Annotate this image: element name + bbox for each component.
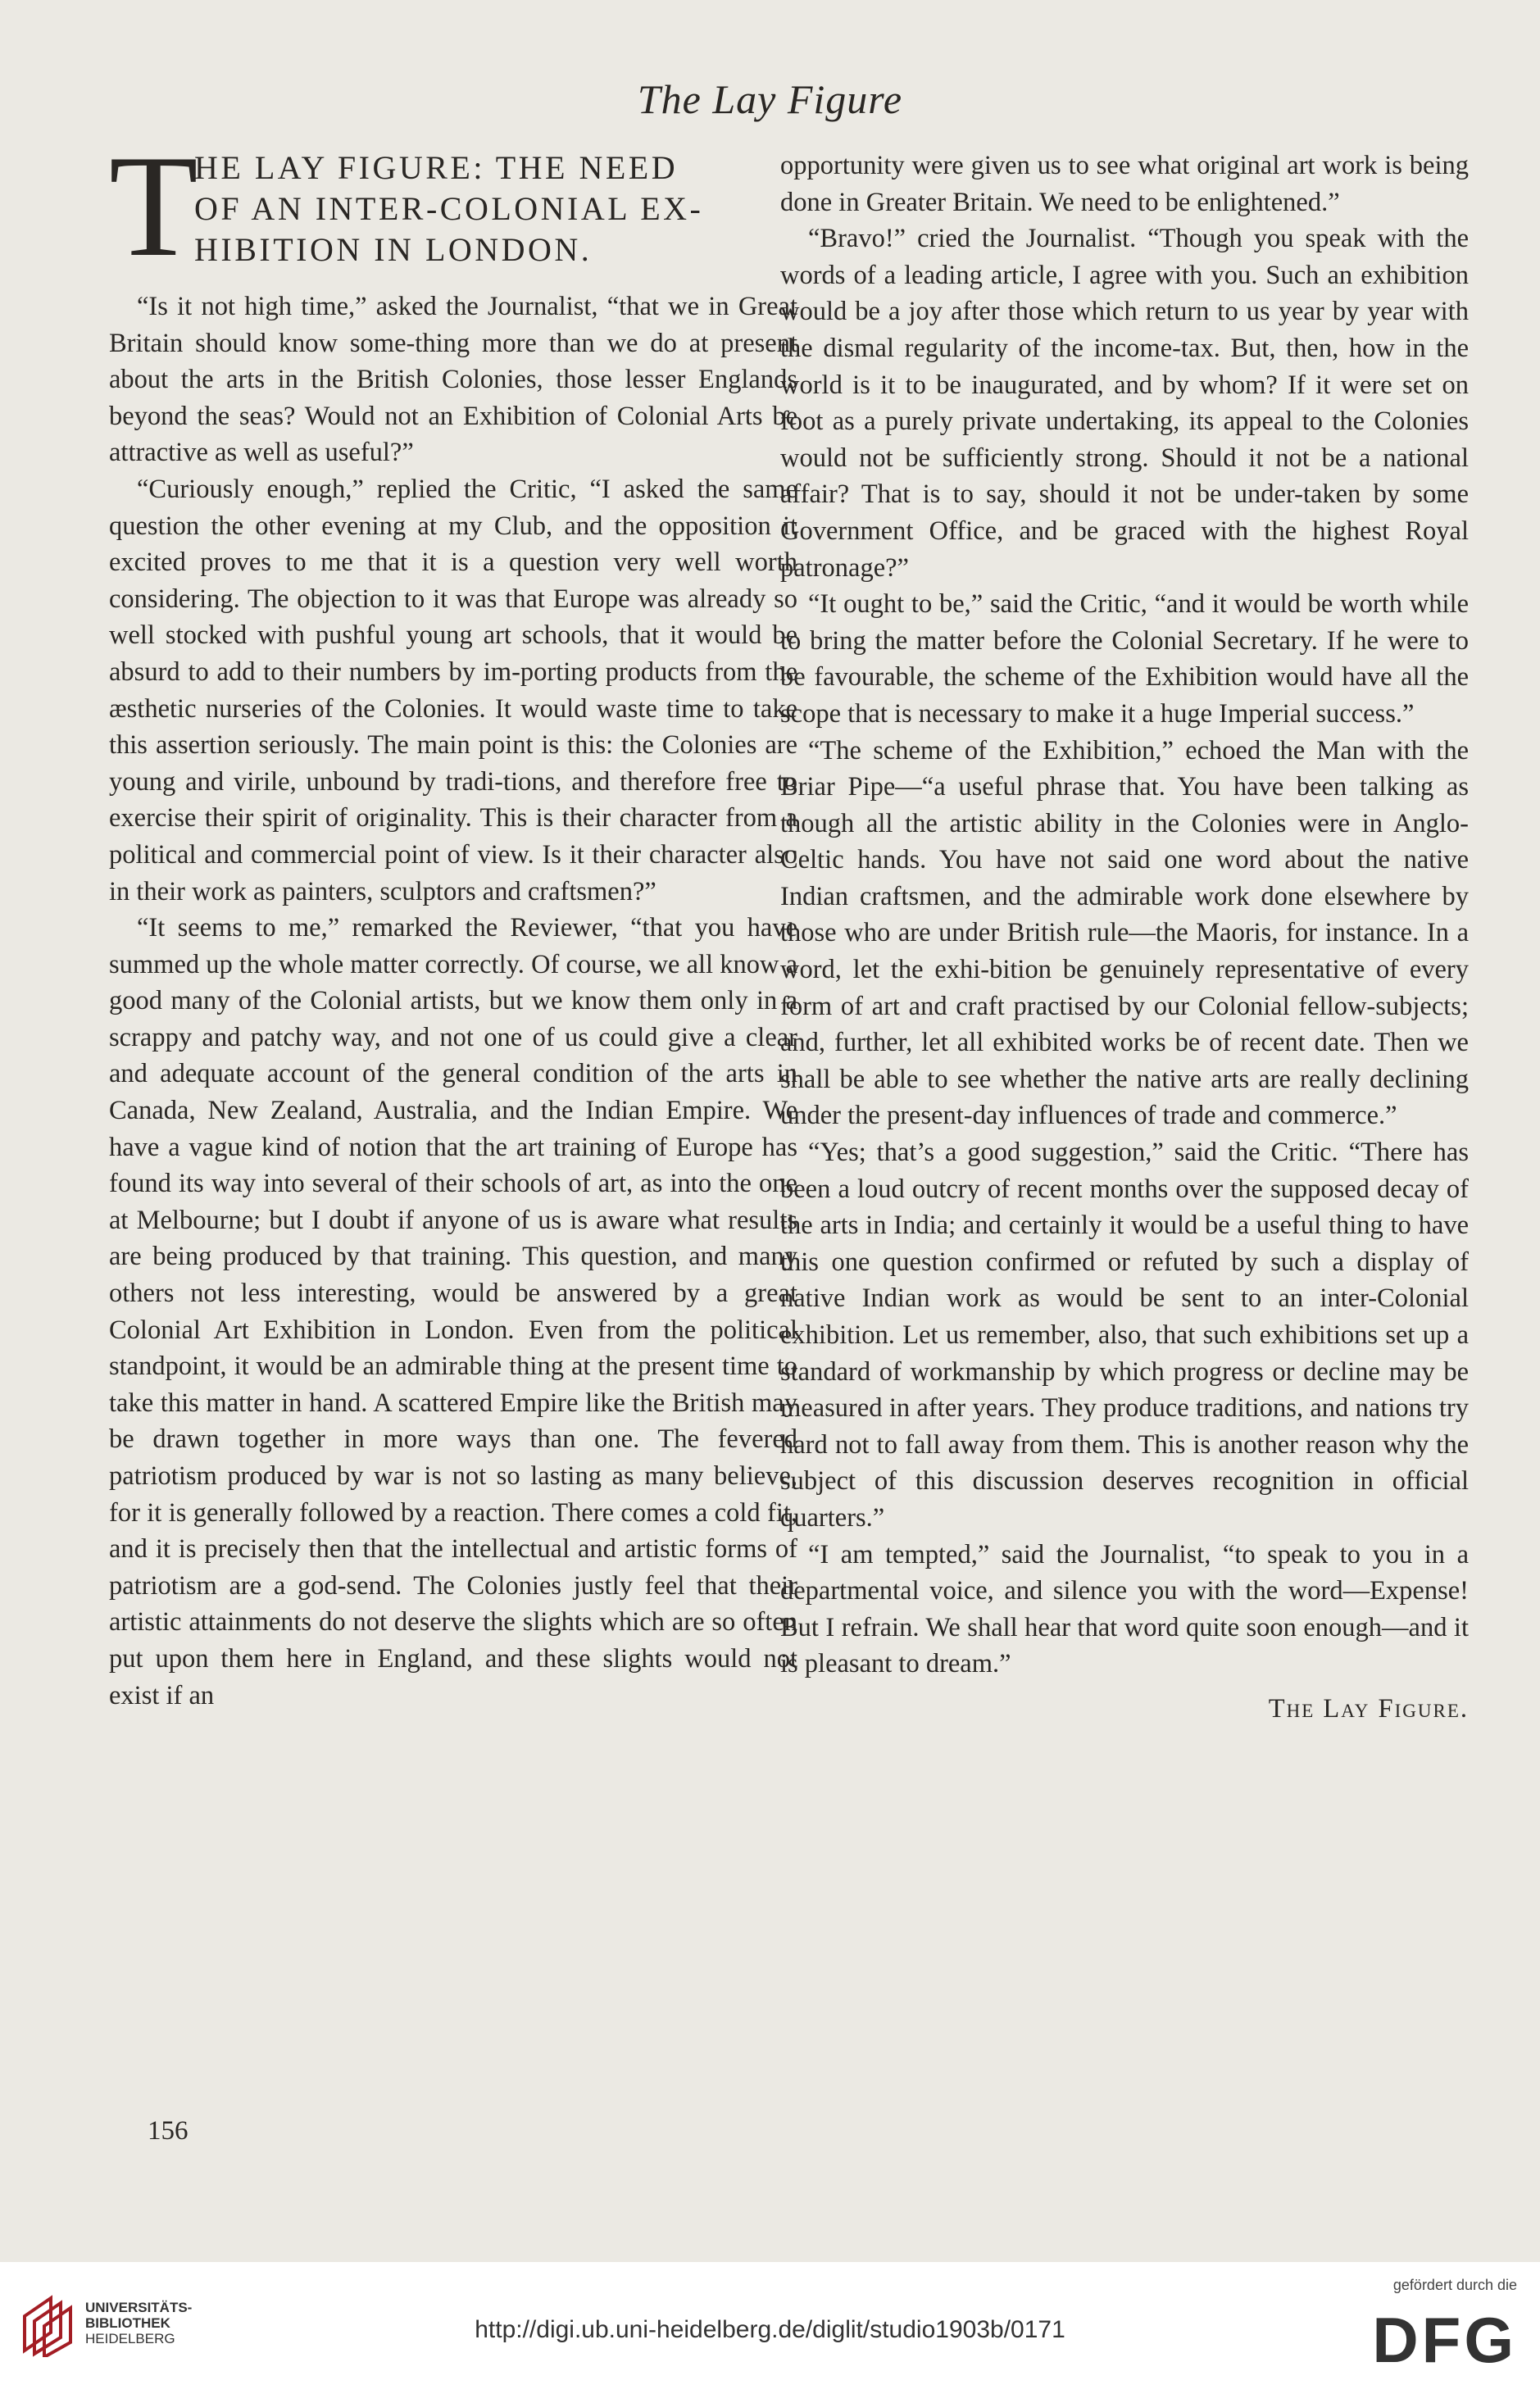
left-column	[109, 125, 797, 1714]
dfg-logo: DFG	[1372, 2304, 1517, 2376]
signature: The Lay Figure.	[1268, 1693, 1469, 1724]
library-name-line: UNIVERSITÄTS-	[85, 2300, 193, 2315]
paragraph: “Is it not high time,” asked the Journalist, “that we in Great Britain should know some-thing more than we do at present about the arts in the British Colonies, those lesser Englands beyond the seas? Would not an Exhibition of Colonial Arts be attractive as well as useful?”	[109, 292, 797, 468]
paragraph: “I am tempted,” said the Journalist, “to speak to you in a departmental voice, and silence you with the word—Expense! But I refrain. We shall hear that word quite soon enough—and it is pleasant to dream.”	[780, 1539, 1469, 1679]
source-url-link[interactable]: http://digi.ub.uni-heidelberg.de/diglit/studio1903b/0171	[475, 2316, 1065, 2343]
title-line: HE LAY FIGURE: THE NEED	[194, 149, 679, 186]
article-title	[194, 148, 797, 270]
paragraph: “The scheme of the Exhibition,” echoed the Man with the Briar Pipe—“a useful phrase that. You have been talking as though all the artistic ability in the Colonies were in Anglo-Celtic hands. You have not said one word about the native Indian craftsmen, and the admirable work done elsewhere by those who are under British rule—the Maoris, for instance. In a word, let the exhi-bition be genuinely representative of every form of art and craft practised by our Colonial fellow-subjects; and, further, let all exhibited works be of recent date. Then we shall be able to see whether the native arts are really declining under the present-day influences of trade and commerce.”	[780, 735, 1469, 1131]
paragraph: “It seems to me,” remarked the Reviewer, “that you have summed up the whole matter correctly. Of course, we all know a good many of the Colonial artists, but we know them only in a scrappy and patchy way, and not one of us could give a clear and adequate account of the general condition of the arts in Canada, New Zealand, Australia, and the Indian Empire. We have a vague kind of notion that the art training of Europe has found its way into several of their schools of art, as into the one at Melbourne; but I doubt if anyone of us is aware what results are being produced by that training. This question, and many others not less interesting, would be answered by a great Colonial Art Exhibition in London. Even from the political standpoint, it would be an admirable thing at the present time to take this matter in hand. A scattered Empire like the British may be drawn together in more ways than one. The fevered patriotism produced by war is not so lasting as many believe, for it is generally followed by a reaction. There comes a cold fit, and it is precisely then that the intellectual and artistic forms of patriotism are a god-send. The Colonies justly feel that their artistic attainments do not deserve the slights which are so often put upon them here in England, and these slights would not exist if an	[109, 913, 797, 1710]
paragraph: “It ought to be,” said the Critic, “and it would be worth while to bring the matter before the Colonial Secretary. If he were to be favourable, the scheme of the Exhibition would have all the scope that is necessary to make it a huge Imperial success.”	[780, 589, 1469, 729]
title-line: OF AN INTER-COLONIAL EX-	[194, 190, 704, 227]
title-line: HIBITION IN LONDON.	[194, 231, 593, 268]
running-head: The Lay Figure	[637, 76, 903, 122]
paragraph: “Yes; that’s a good suggestion,” said the Critic. “There has been a loud outcry of recent months over the supposed decay of the arts in India; and certainly it would be a useful thing to have this one question confirmed or refuted by such a display of native Indian work as would be sent to an inter-Colonial exhibition. Let us remember, also, that such exhibitions set up a standard of workmanship by which progress or decline may be measured in after years. They produce traditions, and nations try hard not to fall away from them. This is another reason why the subject of this discussion deserves recognition in official quarters.”	[780, 1138, 1469, 1533]
paragraph: “Bravo!” cried the Journalist. “Though you speak with the words of a leading article, I agree with you. Such an exhibition would be a joy after those which return to us year by year with the dismal regularity of the income-tax. But, then, how in the world is it to be inaugurated, and by whom? If it were set on foot as a purely private undertaking, its appeal to the Colonies would not be sufficiently strong. Should it not be a national affair? That is to say, should it not be under-taken by some Government Office, and be graced with the highest Royal patronage?”	[780, 224, 1469, 583]
article-heading	[109, 125, 797, 287]
library-name-line: HEIDELBERG	[85, 2331, 175, 2346]
right-column	[780, 148, 1469, 1728]
drop-cap: T	[109, 125, 198, 287]
paragraph: opportunity were given us to see what original art work is being done in Greater Britain. We need to be enlightened.”	[780, 151, 1469, 217]
library-name-line: BIBLIOTHEK	[85, 2315, 170, 2331]
digitization-footer	[0, 2262, 1540, 2403]
funding-note: gefördert durch die	[1392, 2277, 1517, 2293]
page-number: 156	[148, 2116, 189, 2146]
paragraph: “Curiously enough,” replied the Critic, “I asked the same question the other evening at my Club, and the opposition it excited proves to me that it is a question very well worth considering. The objection to it was that Europe was already so well stocked with pushful young art schools, that it would be absurd to add to their numbers by im-porting products from the æsthetic nurseries of the Colonies. It would waste time to take this assertion seriously. The main point is this: the Colonies are young and virile, unbound by tradi-tions, and therefore free to exercise their spirit of originality. This is their character from a political and commercial point of view. Is it their character also in their work as painters, sculptors and craftsmen?”	[109, 474, 797, 906]
